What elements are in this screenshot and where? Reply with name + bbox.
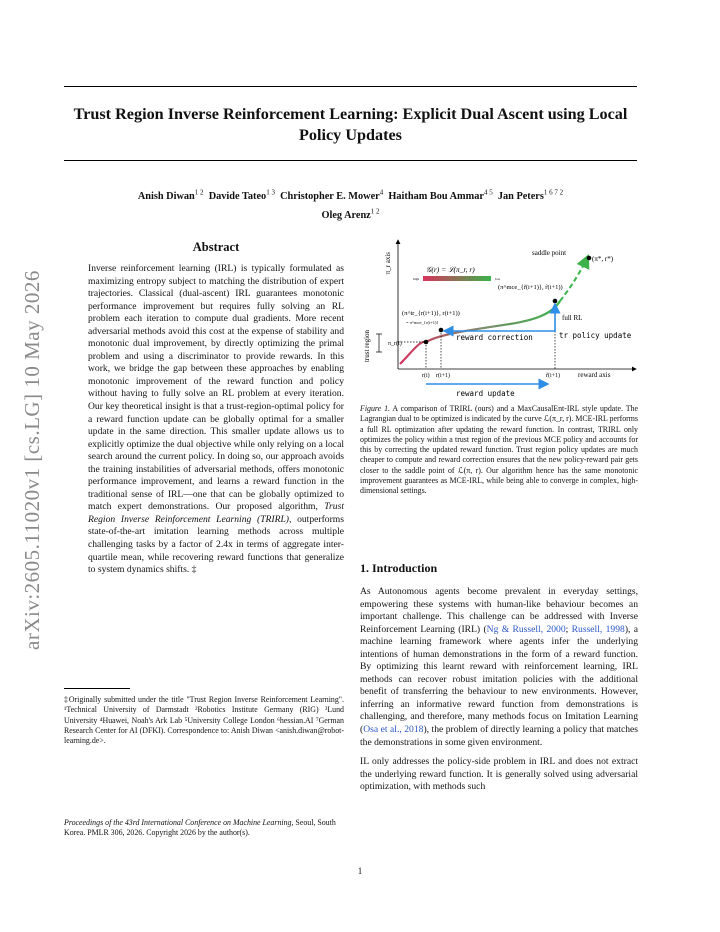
citation-link[interactable]: Ng & Russell, 2000: [486, 623, 566, 635]
x-ri1-label: r(i+1): [436, 373, 451, 379]
abstract-heading: Abstract: [192, 240, 240, 254]
author-list: [64, 186, 637, 223]
figure-1-diagram: [360, 234, 638, 404]
affiliations-footnote: ‡Originally submitted under the title "Trust Region Inverse Reinforcement Learning". ¹Technical University of Darmstadt ²Robotics Institute Germany (RIG) ³Lund University ⁴Huawei, Noah's Ark Lab ⁵University College London ⁶hessian.AI ⁷German Research Center for AI (DFKI). Correspondence to: Anish Diwan <anish.diwan@robot-learning.de>.: [64, 695, 344, 746]
trust-region-label: trust region: [363, 329, 371, 363]
high-label: high: [413, 277, 420, 281]
mce-point-label: (π^mce_{r̃(i+1)}, r̃(i+1)): [498, 284, 563, 291]
y-axis-label: π_r axis: [384, 252, 392, 275]
saddle-label: saddle point: [532, 249, 567, 257]
tr-policy-update-label: tr policy update: [559, 331, 632, 340]
intro-paragraph: As Autonomous agents become prevalent in everyday settings, empowering these systems with human-like behaviour becomes an important challenge. This challenge can be addressed with Inverse Reinforcement Learning (IRL) (Ng & Russell, 2000; Russell, 1998), a machine learning framework where agents infer the underlying intentions of human demonstrations in the form of a reward function. By optimizing this learnt reward with reinforcement learning, IRL methods can recover robust imitation policies with the additional benefit of transferring the behaviour to new environments. However, inferring an informative reward function from demonstrations is challenging, and therefore, many methods focus on Imitation Learning (Osa et al., 2018), the problem of directly learning a policy that matches the demonstrations in some given environment.: [360, 586, 638, 748]
introduction-body: [360, 586, 638, 801]
arxiv-stamp[interactable]: arXiv:2605.11020v1 [cs.LG] 10 May 2026: [20, 270, 44, 650]
citation-link[interactable]: Osa et al., 2018: [363, 724, 424, 736]
title-rule-top: [64, 86, 637, 87]
x-rtilde-label: r̃(i+1): [546, 373, 561, 379]
author: Haitham Bou Ammar$^{4 5}$: [388, 189, 493, 203]
full-rl-dashed: [560, 256, 588, 301]
g-label: 𝒢(r) = ℒ(π_r, r): [426, 265, 475, 274]
page-number: 1: [357, 866, 363, 876]
proceedings-note: Proceedings of the 43rd International Conference on Machine Learning, Seoul, South Korea. PMLR 306, 2026. Copyright 2026 by the author(s).: [64, 818, 336, 838]
full-rl-label: full RL: [562, 314, 583, 322]
saddle-point-label: (π*, r*): [592, 255, 614, 263]
low-label: low: [495, 277, 501, 281]
author: Christopher E. Mower$^4$: [280, 189, 384, 203]
author: Davide Tateo$^{1 3}$: [208, 189, 275, 203]
reward-update-label: reward update: [456, 389, 515, 398]
citation-link[interactable]: Russell, 1998: [571, 623, 625, 635]
paper-title: Trust Region Inverse Reinforcement Learning: Explicit Dual Ascent using Local Policy Updates: [73, 105, 628, 144]
title-rule-bottom: [64, 160, 637, 161]
tr-point-label: (π^tr_{r(i+1)}, r(i+1)): [402, 310, 460, 317]
x-ri-label: r(i): [422, 373, 430, 379]
abstract-body: Inverse reinforcement learning (IRL) is typically formulated as maximizing entropy subject to matching the distribution of expert trajectories. Classical (dual-ascent) IRL guarantees monotonic performance improvement but requires fully solving an RL problem each iteration to compute dual gradients. More recent adversarial methods avoid this cost at the expense of stability and monotonic dual improvement, by directly optimizing the primal problem and using a discriminator to provide rewards. In this work, we bridge the gap between these approaches by enabling monotonic improvement of the reward function and policy without having to fully solve an RL problem at every iteration. Our key theoretical insight is that a trust-region-optimal policy for a reward function update can be globally optimal for a smaller update in the same direction. This smaller update allows us to explicitly optimize the dual objective while only relying on a local search around the current policy. In doing so, our approach avoids the training instabilities of adversarial methods, offers monotonic performance improvement, and learns a reward function in the traditional sense of IRL—one that can be globally optimized to match expert demonstrations. Our proposed algorithm, Trust Region Inverse Reinforcement Learning (TRIRL), outperforms state-of-the-art imitation learning methods across multiple challenging tasks by a factor of 2.4x in terms of aggregate inter-quartile mean, while recovering reward functions that generalize to system dynamics shifts. ‡: [88, 263, 344, 576]
author: Oleg Arenz$^{1 2}$: [321, 207, 380, 221]
intro-paragraph: IL only addresses the policy-side problem in IRL and does not extract the underlying reward function. It is generally solved using adversarial optimization, with methods such: [360, 756, 638, 793]
figure-1-caption: Figure 1. A comparison of TRIRL (ours) and a MaxCausalEnt-IRL style update. The Lagrangian dual to be optimized is indicated by the curve ℒ(π_r, r). MCE-IRL performs a full RL optimization after updating the reward function. In contrast, TRIRL only optimizes the policy within a trust region of the previous MCE policy and accounts for this by correcting the updated reward function. Trust region policy updates are much cheaper to compute and reward correction ensures that the new policy-reward pair gets closer to the saddle point of ℒ(π, r). Our algorithm hence has the same monotonic improvement guarantees as MCE-IRL, while being able to converge in complex, high-dimensional settings.: [360, 404, 638, 496]
figure-1: [360, 234, 638, 404]
section-heading-introduction: 1. Introduction: [360, 561, 438, 575]
pi-ri-label: π_r(i): [388, 341, 402, 347]
x-axis-label: reward axis: [578, 371, 611, 379]
tr-eq-label: = π^mce_{r(i+1)}: [406, 320, 439, 325]
footnote-rule: [64, 688, 130, 689]
author: Jan Peters$^{1 6 7 2}$: [497, 189, 564, 203]
saddle-point-dot: [587, 256, 592, 261]
gradient-bar: [423, 276, 491, 281]
reward-correction-label: reward correction: [456, 333, 533, 342]
author: Anish Diwan$^{1 2}$: [137, 189, 204, 203]
